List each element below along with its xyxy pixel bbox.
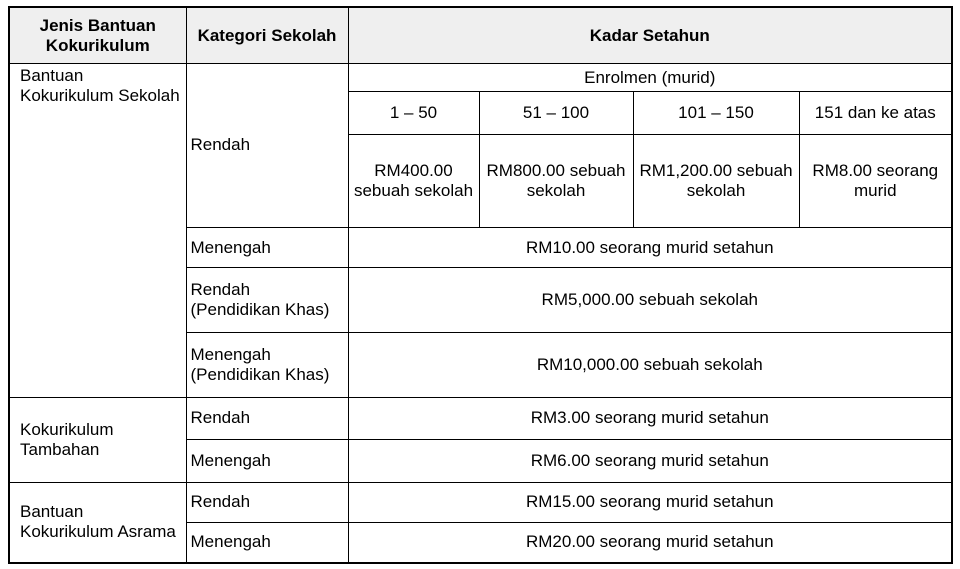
jenis-bantuan-cell: Kokurikulum Tambahan bbox=[9, 397, 186, 482]
kategori-cell: Rendah bbox=[186, 64, 348, 228]
enrolmen-label: Enrolmen (murid) bbox=[348, 64, 952, 92]
enrolmen-range: 101 – 150 bbox=[633, 92, 799, 134]
jenis-bantuan-cell: Bantuan Kokurikulum Sekolah bbox=[9, 64, 186, 398]
table-row bbox=[9, 64, 952, 92]
enrolmen-range: 151 dan ke atas bbox=[799, 92, 952, 134]
kadar-cell: RM5,000.00 sebuah sekolah bbox=[348, 268, 952, 333]
kadar-bantuan-table bbox=[8, 6, 953, 564]
kadar-cell: RM10,000.00 sebuah sekolah bbox=[348, 332, 952, 397]
kadar-cell: RM15.00 seorang murid setahun bbox=[348, 482, 952, 522]
enrolmen-range: 1 – 50 bbox=[348, 92, 479, 134]
kategori-cell: Menengah bbox=[186, 227, 348, 267]
header-kategori: Kategori Sekolah bbox=[186, 7, 348, 64]
header-row bbox=[9, 7, 952, 64]
header-jenis: Jenis Bantuan Kokurikulum bbox=[9, 7, 186, 64]
enrolmen-rate: RM8.00 seorang murid bbox=[799, 134, 952, 227]
table-row bbox=[9, 482, 952, 522]
kadar-cell: RM6.00 seorang murid setahun bbox=[348, 440, 952, 482]
kategori-cell: Menengah (Pendidikan Khas) bbox=[186, 332, 348, 397]
kategori-cell: Rendah bbox=[186, 397, 348, 439]
kategori-cell: Menengah bbox=[186, 440, 348, 482]
kadar-cell: RM20.00 seorang murid setahun bbox=[348, 522, 952, 563]
header-kadar: Kadar Setahun bbox=[348, 7, 952, 64]
kadar-cell: RM10.00 seorang murid setahun bbox=[348, 227, 952, 267]
enrolmen-range: 51 – 100 bbox=[479, 92, 633, 134]
kategori-cell: Menengah bbox=[186, 522, 348, 563]
kadar-cell: RM3.00 seorang murid setahun bbox=[348, 397, 952, 439]
kategori-cell: Rendah (Pendidikan Khas) bbox=[186, 268, 348, 333]
table-row bbox=[9, 397, 952, 439]
enrolmen-rate: RM1,200.00 sebuah sekolah bbox=[633, 134, 799, 227]
enrolmen-rate: RM400.00 sebuah sekolah bbox=[348, 134, 479, 227]
enrolmen-rate: RM800.00 sebuah sekolah bbox=[479, 134, 633, 227]
jenis-bantuan-cell: Bantuan Kokurikulum Asrama bbox=[9, 482, 186, 563]
kategori-cell: Rendah bbox=[186, 482, 348, 522]
